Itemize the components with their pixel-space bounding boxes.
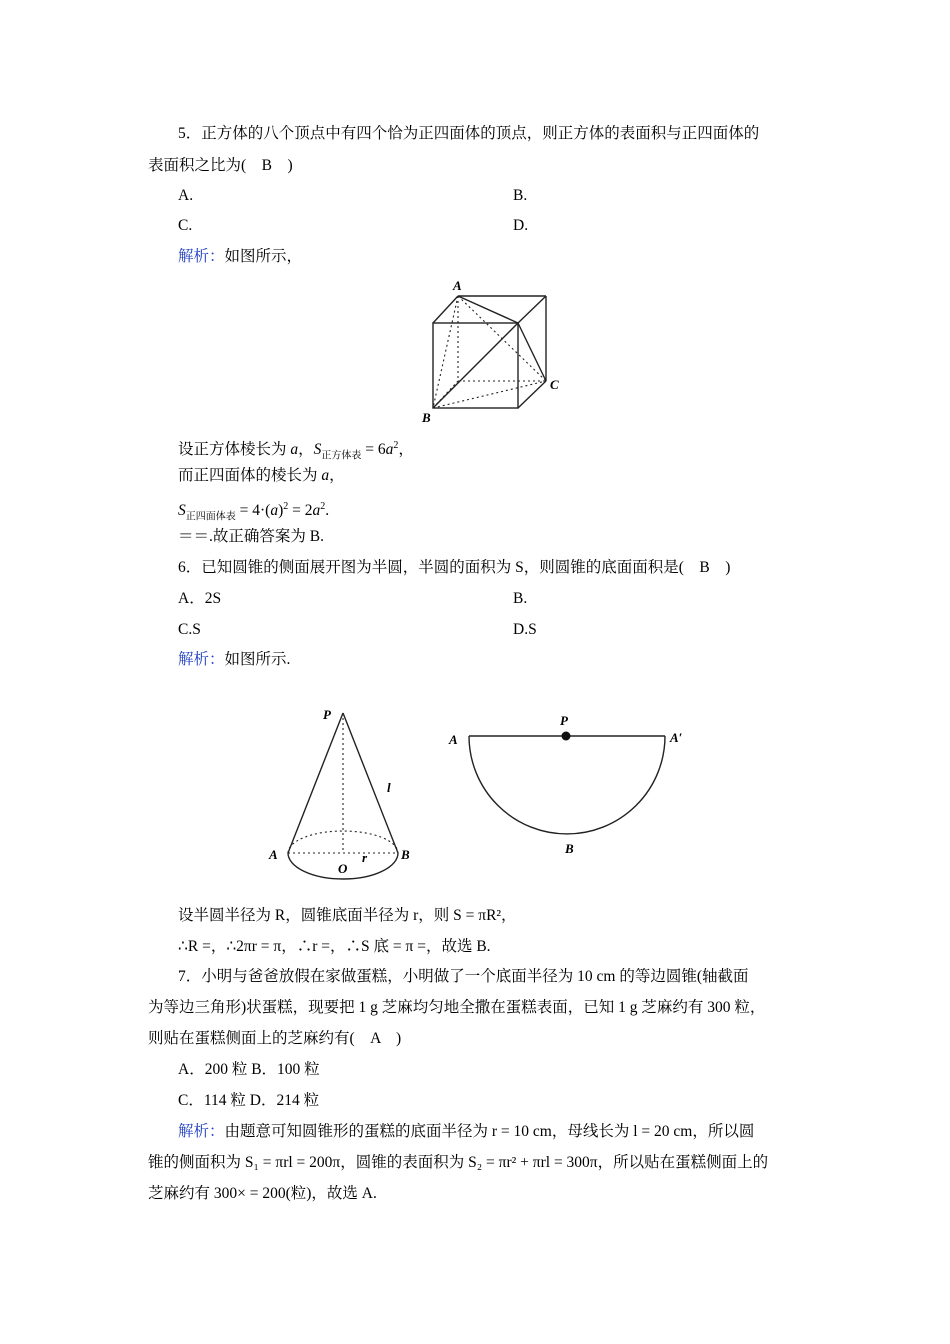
q5-jiexi xyxy=(178,247,302,267)
q7-solution-2: 锥的侧面积为 S₁ = πrl = 200π，圆锥的表面积为 S₂ = πr² + πrl = 300π，所以贴在蛋糕侧面上的 xyxy=(148,1154,769,1171)
q5-solution-3 xyxy=(178,497,329,527)
cone-label-a: A xyxy=(269,847,278,862)
text: ， xyxy=(329,467,345,484)
text: . xyxy=(325,502,330,520)
subscript: 正四面体表 xyxy=(185,511,236,523)
superscript: 2 xyxy=(283,501,289,512)
cone-label-o: O xyxy=(338,861,348,876)
q7-stem-line3: 则贴在蛋糕侧面上的芝麻约有( A ) xyxy=(148,1030,402,1047)
text: = 4·( xyxy=(235,502,271,520)
cone-label-p: P xyxy=(323,707,331,722)
q6-option-d: D.S xyxy=(513,621,537,638)
q5-option-a: A. xyxy=(178,187,194,204)
cone-label-l: l xyxy=(387,780,391,795)
jiexi-text: 如图所示， xyxy=(224,248,303,265)
q6-option-b: B. xyxy=(513,590,528,607)
jiexi-label: 解析： xyxy=(178,248,225,265)
superscript: 2 xyxy=(393,440,399,451)
q6-stem: 6．已知圆锥的侧面展开图为半圆，半圆的面积为 S，则圆锥的底面面积是( B ) xyxy=(178,559,731,576)
var-s: S xyxy=(313,441,322,459)
text: ， xyxy=(398,441,414,459)
text: = 6 xyxy=(361,441,386,459)
text: 而正四面体的棱长为 xyxy=(178,467,322,484)
jiexi-label: 解析： xyxy=(178,1123,225,1140)
cube-label-c: C xyxy=(550,377,559,392)
q7-stem-line1: 7．小明与爸爸放假在家做蛋糕，小明做了一个底面半径为 10 cm 的等边圆锥(轴截面 xyxy=(178,968,749,985)
q6-solution-2: ∴R =，∴2πr = π，∴r =，∴S 底 = π =，故选 B. xyxy=(178,938,491,955)
solution-text: 由题意可知圆锥形的蛋糕的底面半径为 r = 10 cm，母线长为 l = 20 cm，所以圆 xyxy=(224,1123,755,1140)
cone-label-b: B xyxy=(401,847,410,862)
q6-jiexi xyxy=(178,650,290,670)
q6-solution-1: 设半圆半径为 R，圆锥底面半径为 r，则 S = πR²， xyxy=(178,907,517,924)
cube-label-b: B xyxy=(422,410,431,425)
q5-solution-4: ＝＝.故正确答案为 B. xyxy=(178,528,324,545)
superscript: 2 xyxy=(320,501,326,512)
semicircle-label-p: P xyxy=(560,713,568,728)
cube-label-a: A xyxy=(453,278,462,293)
text: ， xyxy=(298,441,314,459)
var-a: a xyxy=(321,467,330,484)
q5-option-b: B. xyxy=(513,187,528,204)
q7-stem-line2: 为等边三角形)状蛋糕，现要把 1 g 芝麻均匀地全撒在蛋糕表面，已知 1 g 芝麻约有 300 粒， xyxy=(148,999,766,1016)
jiexi-text: 如图所示. xyxy=(224,651,291,668)
q7-solution-3: 芝麻约有 300× = 200(粒)，故选 A. xyxy=(148,1185,377,1202)
var-a: a xyxy=(290,441,299,459)
q5-option-d: D. xyxy=(513,217,529,234)
semicircle-label-b: B xyxy=(565,841,574,856)
q5-solution-2 xyxy=(178,466,345,486)
subscript: 正方体表 xyxy=(321,450,362,462)
q5-stem-line1: 5．正方体的八个顶点中有四个恰为正四面体的顶点，则正方体的表面积与正四面体的 xyxy=(178,125,760,142)
var-a: a xyxy=(312,502,321,520)
q5-stem-line2: 表面积之比为( B ) xyxy=(148,157,293,174)
q7-solution-1 xyxy=(178,1122,754,1142)
q7-options-cd: C．114 粒 D．214 粒 xyxy=(178,1092,320,1109)
cube-figure xyxy=(420,278,570,426)
text: 设正方体棱长为 xyxy=(178,441,291,459)
cone-figure xyxy=(265,705,425,885)
q5-solution-1 xyxy=(178,436,414,466)
q5-option-c: C. xyxy=(178,217,193,234)
semicircle-figure xyxy=(445,710,695,858)
text: ) xyxy=(278,502,284,520)
var-a: a xyxy=(385,441,394,459)
semicircle-label-a: A xyxy=(449,732,458,747)
q7-options-ab: A．200 粒 B．100 粒 xyxy=(178,1061,320,1078)
q6-option-a: A．2S xyxy=(178,590,222,607)
var-a: a xyxy=(270,502,279,520)
q6-option-c: C.S xyxy=(178,621,201,638)
semicircle-label-a-prime: A′ xyxy=(670,730,683,745)
var-s: S xyxy=(178,502,186,520)
text: = 2 xyxy=(288,502,313,520)
cone-label-r: r xyxy=(362,850,368,865)
jiexi-label: 解析： xyxy=(178,651,225,668)
